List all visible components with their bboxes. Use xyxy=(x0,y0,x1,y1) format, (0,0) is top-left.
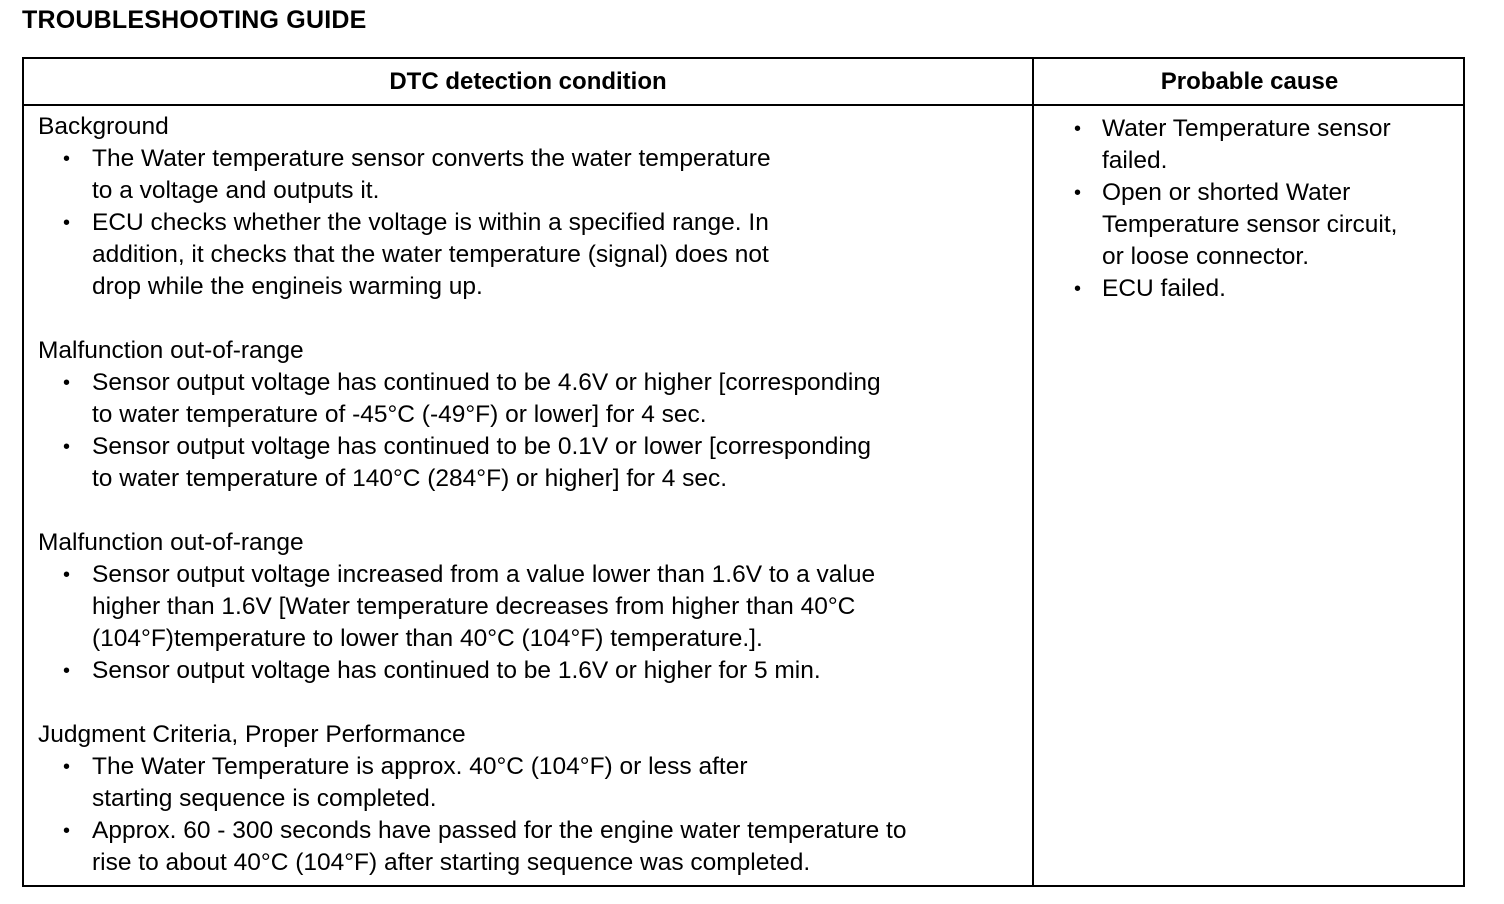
item-line: ECU failed. xyxy=(1102,275,1226,302)
condition-list xyxy=(38,751,1028,879)
detection-condition-cell xyxy=(38,111,1028,879)
list-item xyxy=(38,207,1028,303)
list-item xyxy=(38,367,1028,431)
condition-list xyxy=(38,559,1028,687)
list-item xyxy=(38,559,1028,655)
item-line: Sensor output voltage has continued to be 4.6V or higher [corresponding xyxy=(92,369,881,396)
header-dtc-condition: DTC detection condition xyxy=(389,68,667,95)
item-line: Sensor output voltage has continued to be 0.1V or lower [corresponding xyxy=(92,433,872,460)
troubleshooting-table xyxy=(22,57,1465,887)
item-line: Temperature sensor circuit, xyxy=(1102,211,1398,238)
section-heading: Malfunction out-of-range xyxy=(38,529,304,556)
bullet-icon: • xyxy=(1074,182,1082,204)
probable-cause-cell xyxy=(1072,113,1462,305)
item-line: Sensor output voltage increased from a value lower than 1.6V to a value xyxy=(92,561,876,588)
condition-section xyxy=(38,111,1028,303)
bullet-icon: • xyxy=(63,372,71,394)
condition-list xyxy=(38,367,1028,495)
item-line: Approx. 60 - 300 seconds have passed for the engine water temperature to xyxy=(92,817,907,844)
bullet-icon: • xyxy=(63,756,71,778)
bullet-icon: • xyxy=(63,660,71,682)
item-line: ECU checks whether the voltage is within a specified range. In xyxy=(92,209,769,236)
header-probable-cause: Probable cause xyxy=(1160,68,1339,95)
condition-section xyxy=(38,527,1028,687)
bullet-icon: • xyxy=(63,148,71,170)
item-line: The Water temperature sensor converts the water temperature xyxy=(92,145,771,172)
bullet-icon: • xyxy=(63,436,71,458)
item-line: rise to about 40°C (104°F) after starting sequence was completed. xyxy=(92,849,811,876)
item-line: The Water Temperature is approx. 40°C (104°F) or less after xyxy=(92,753,748,780)
bullet-icon: • xyxy=(63,820,71,842)
item-line: failed. xyxy=(1102,147,1168,174)
item-line: to water temperature of -45°C (-49°F) or lower] for 4 sec. xyxy=(92,401,707,428)
item-line: Open or shorted Water xyxy=(1102,179,1351,206)
item-line: Sensor output voltage has continued to be 1.6V or higher for 5 min. xyxy=(92,657,821,684)
item-line: or loose connector. xyxy=(1102,243,1310,270)
cause-list xyxy=(1072,113,1462,305)
condition-section xyxy=(38,719,1028,879)
list-item xyxy=(38,815,1028,879)
item-line: higher than 1.6V [Water temperature decreases from higher than 40°C xyxy=(92,593,856,620)
bullet-icon: • xyxy=(1074,118,1082,140)
section-heading: Judgment Criteria, Proper Performance xyxy=(38,721,466,748)
condition-section xyxy=(38,335,1028,495)
header-divider xyxy=(24,104,1463,106)
item-line: to water temperature of 140°C (284°F) or higher] for 4 sec. xyxy=(92,465,728,492)
list-item xyxy=(1072,113,1462,177)
column-divider xyxy=(1032,59,1034,885)
page-title: TROUBLESHOOTING GUIDE xyxy=(22,6,367,34)
list-item xyxy=(38,143,1028,207)
item-line: addition, it checks that the water temperature (signal) does not xyxy=(92,241,769,268)
item-line: drop while the engineis warming up. xyxy=(92,273,483,300)
bullet-icon: • xyxy=(63,212,71,234)
list-item xyxy=(1072,177,1462,273)
item-line: (104°F)temperature to lower than 40°C (104°F) temperature.]. xyxy=(92,625,763,652)
item-line: starting sequence is completed. xyxy=(92,785,437,812)
list-item xyxy=(38,431,1028,495)
bullet-icon: • xyxy=(1074,278,1082,300)
section-heading: Background xyxy=(38,113,169,140)
list-item xyxy=(38,655,1028,687)
bullet-icon: • xyxy=(63,564,71,586)
list-item xyxy=(38,751,1028,815)
section-heading: Malfunction out-of-range xyxy=(38,337,304,364)
item-line: Water Temperature sensor xyxy=(1102,115,1391,142)
list-item xyxy=(1072,273,1462,305)
condition-list xyxy=(38,143,1028,303)
item-line: to a voltage and outputs it. xyxy=(92,177,380,204)
